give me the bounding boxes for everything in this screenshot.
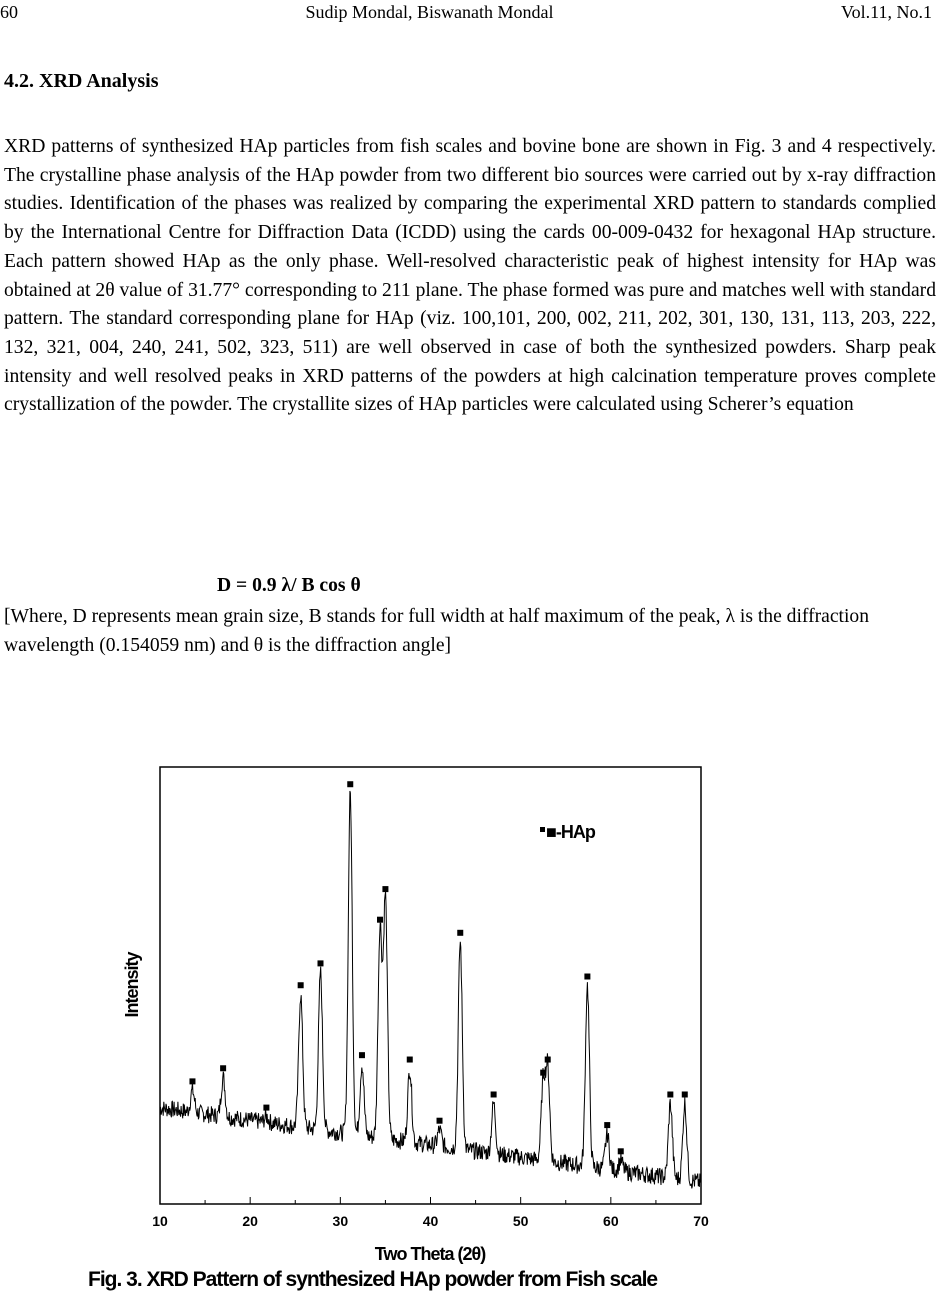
hap-peak-marker xyxy=(437,1118,443,1124)
legend-label: ■-HAp xyxy=(546,822,595,842)
x-tick-label: 30 xyxy=(332,1213,349,1229)
x-axis-label: Two Theta (2θ) xyxy=(374,1244,486,1264)
hap-peak-marker xyxy=(584,974,590,980)
hap-peak-marker xyxy=(604,1122,610,1128)
hap-peak-marker xyxy=(545,1057,551,1063)
hap-peak-marker xyxy=(377,917,383,923)
volume: Vol.11, No.1 xyxy=(840,2,932,22)
hap-peak-marker xyxy=(263,1105,269,1111)
hap-peak-marker xyxy=(189,1078,195,1084)
x-tick-label: 50 xyxy=(512,1213,529,1229)
y-axis-label: Intensity xyxy=(122,952,142,1018)
section-title: 4.2. XRD Analysis xyxy=(4,70,159,92)
plot-frame xyxy=(160,767,701,1204)
hap-peak-marker xyxy=(667,1091,673,1097)
legend-marker xyxy=(540,827,545,832)
x-tick-label: 70 xyxy=(693,1213,709,1229)
hap-peak-marker xyxy=(618,1148,624,1154)
hap-peak-marker xyxy=(457,930,463,936)
hap-peak-marker xyxy=(491,1091,497,1097)
xrd-series-line xyxy=(160,791,701,1188)
x-tick-label: 20 xyxy=(242,1213,258,1229)
x-tick-label: 60 xyxy=(603,1213,619,1229)
equation: D = 0.9 λ/ B cos θ xyxy=(217,575,361,596)
hap-peak-marker xyxy=(382,886,388,892)
page-number: 60 xyxy=(0,2,18,22)
hap-peak-marker xyxy=(317,960,323,966)
x-tick-label: 40 xyxy=(422,1213,439,1229)
hap-peak-marker xyxy=(298,982,304,988)
authors: Sudip Mondal, Biswanath Mondal xyxy=(305,2,554,22)
figure-caption: Fig. 3. XRD Pattern of synthesized HAp powder from Fish scale xyxy=(88,1268,658,1291)
hap-peak-marker xyxy=(540,1070,546,1076)
body-paragraph: XRD patterns of synthesized HAp particles from fish scales and bovine bone are shown in Fig. 3 and 4 respectively. The crystalline phase analysis of the HAp powder from two different bio sources were carried out by x-ray diffraction studies. Identification of the phases was realized by comparing the experimental XRD pattern to standards complied by the International Centre for Diffraction Data (ICDD) using the cards 00-009-0432 for hexagonal HAp structure. Each pattern showed HAp as the only phase. Well-resolved characteristic peak of highest intensity for HAp was obtained at 2θ value of 31.77° corresponding to 211 plane. The phase formed was pure and matches well with standard pattern. The standard corresponding plane for HAp (viz. 100,101, 200, 002, 211, 202, 301, 130, 131, 113, 203, 222, 132, 321, 004, 240, 241, 502, 323, 511) are well observed in case of both the synthesized powders. Sharp peak intensity and well resolved peaks in XRD patterns of the powders at high calcination temperature proves complete crystallization of the powder. The crystallite sizes of HAp particles were calculated using Scherer’s equation xyxy=(4,136,936,416)
hap-peak-marker xyxy=(220,1065,226,1071)
hap-peak-marker xyxy=(359,1052,365,1058)
equation-explanation: [Where, D represents mean grain size, B stands for full width at half maximum of the peak, λ is the diffraction wavelength (0.154059 nm) and θ is the diffraction angle] xyxy=(4,606,870,656)
hap-peak-marker xyxy=(407,1057,413,1063)
hap-peak-marker xyxy=(682,1091,688,1097)
hap-peak-marker xyxy=(347,781,353,787)
x-tick-label: 10 xyxy=(152,1213,168,1229)
